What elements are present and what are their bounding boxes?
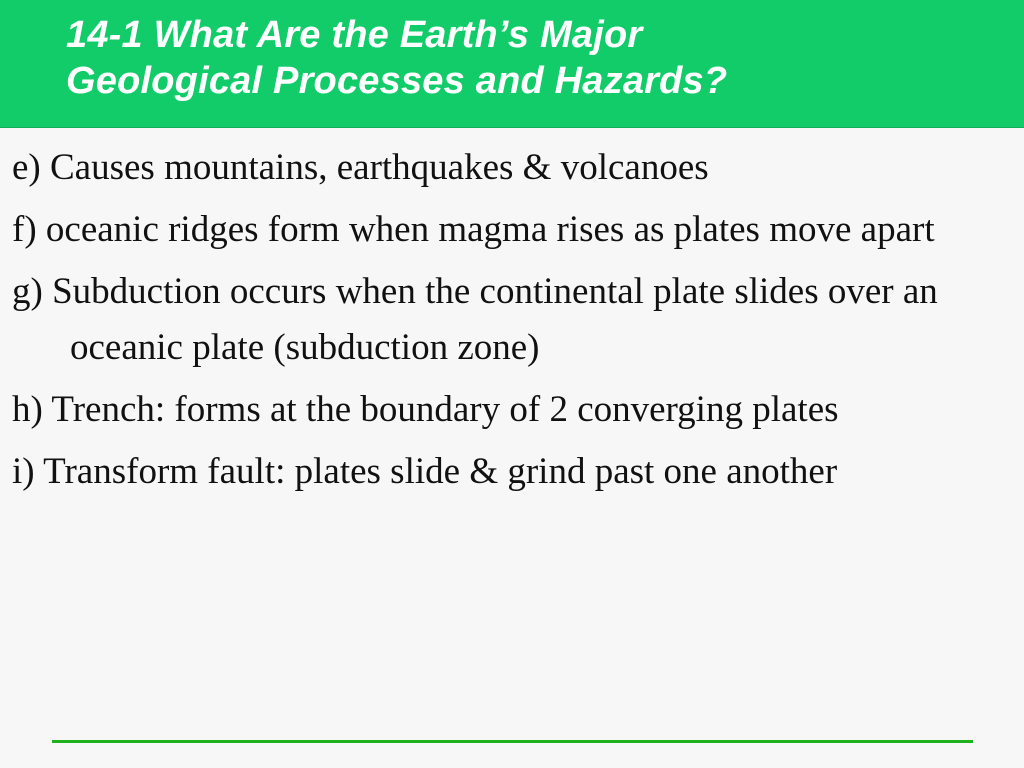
list-item-e: e) Causes mountains, earthquakes & volcanoes bbox=[12, 147, 709, 188]
list-item-g: g) Subduction occurs when the continental plate slides over an oceanic plate (subduction zone) bbox=[12, 271, 938, 368]
bullet-list bbox=[12, 140, 1017, 506]
title-bar bbox=[0, 0, 1024, 128]
slide-title-line-2: Geological Processes and Hazards? bbox=[66, 60, 728, 102]
list-item-i: i) Transform fault: plates slide & grind past one another bbox=[12, 451, 838, 492]
list-item-h: h) Trench: forms at the boundary of 2 converging plates bbox=[12, 389, 839, 430]
footer-divider bbox=[52, 740, 973, 743]
list-item-f: f) oceanic ridges form when magma rises as plates move apart bbox=[12, 209, 935, 250]
slide-title bbox=[66, 12, 727, 104]
slide-title-line-1: 14-1 What Are the Earth’s Major bbox=[66, 14, 643, 56]
